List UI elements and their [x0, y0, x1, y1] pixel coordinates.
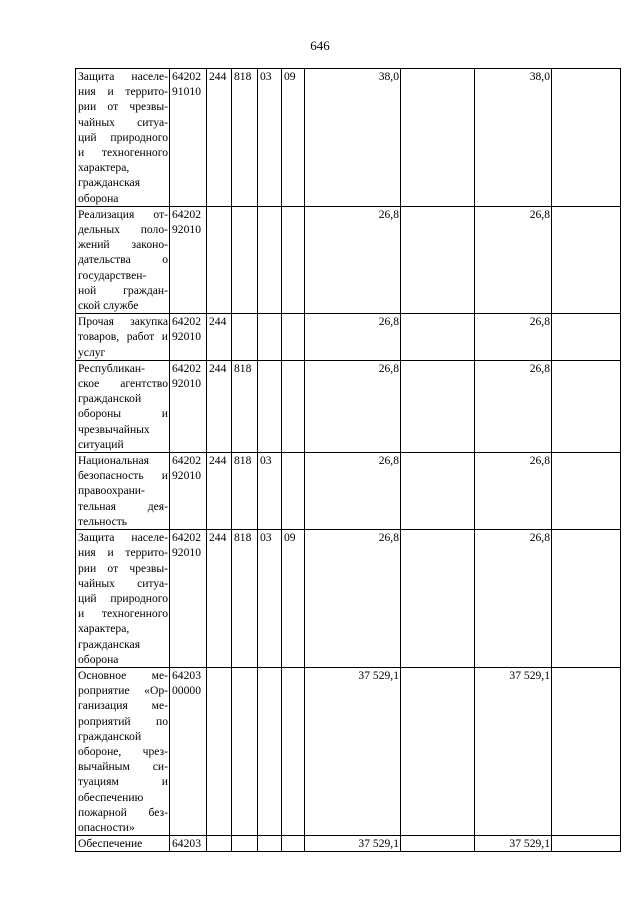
row-sum4-cell — [552, 314, 621, 361]
row-sum4-cell — [552, 836, 621, 852]
cell-text-line: 64202 — [172, 531, 201, 545]
cell-text-line: Обеспечение — [78, 837, 143, 851]
row-sum3-cell: 38,0 — [475, 69, 552, 207]
cell-text-line: дательства о — [78, 253, 168, 267]
cell-text-line: гражданская — [78, 637, 141, 651]
cell-text-line: и техногенного — [78, 607, 168, 621]
row-sum1-cell: 26,8 — [305, 360, 401, 452]
cell-text-line: 64202 — [172, 454, 201, 468]
cell-text-line: Реализация от- — [78, 207, 168, 221]
row-sum3-cell: 37 529,1 — [475, 836, 552, 852]
cell-text-line: 64203 — [172, 837, 201, 851]
cell-text-line: 92010 — [172, 546, 201, 560]
row-sum2-cell — [401, 206, 475, 313]
row-sum4-cell — [552, 69, 621, 207]
cell-text-line: Защита населе- — [78, 70, 168, 83]
row-sum2-cell — [401, 360, 475, 452]
row-sum1-cell: 26,8 — [305, 206, 401, 313]
row-sum3-cell: 26,8 — [475, 360, 552, 452]
cell-text-line: обеспечению — [78, 790, 144, 804]
row-vr-cell: 244 — [207, 453, 232, 530]
cell-text-line: 91010 — [172, 85, 201, 99]
row-sum1-cell: 26,8 — [305, 453, 401, 530]
cell-text-line: чрезвычайных — [78, 422, 150, 436]
row-name-cell — [76, 530, 170, 668]
cell-text-line: Основное ме- — [78, 668, 168, 682]
row-name-cell — [76, 69, 170, 207]
row-name-cell — [76, 453, 170, 530]
cell-text-line: Прочая закупка — [78, 315, 168, 329]
cell-text-line: ций природного — [78, 591, 168, 605]
cell-text-line: жений законо- — [78, 238, 168, 252]
cell-text-line: роприятие «Ор- — [78, 684, 168, 698]
row-sum4-cell — [552, 530, 621, 668]
row-pr-cell — [282, 360, 305, 452]
row-code-cell — [170, 69, 207, 207]
cell-text-line: ций природного — [78, 130, 168, 144]
row-vr-cell: 244 — [207, 69, 232, 207]
row-pr-cell — [282, 667, 305, 835]
row-grbs-cell — [232, 314, 258, 361]
row-grbs-cell: 818 — [232, 453, 258, 530]
row-pr-cell: 09 — [282, 69, 305, 207]
row-rz-cell — [258, 314, 282, 361]
cell-text-line: тельность — [78, 514, 128, 528]
row-code-cell — [170, 453, 207, 530]
row-grbs-cell — [232, 667, 258, 835]
row-sum2-cell — [401, 69, 475, 207]
cell-text-line: оборона — [78, 191, 119, 205]
cell-text-line: гражданская — [78, 176, 141, 190]
table-row — [76, 360, 621, 452]
cell-text-line: 92010 — [172, 223, 201, 237]
row-grbs-cell: 818 — [232, 360, 258, 452]
row-code-cell — [170, 667, 207, 835]
cell-text-line: Национальная — [78, 454, 149, 468]
cell-text-line: 00000 — [172, 684, 201, 698]
row-vr-cell — [207, 206, 232, 313]
row-rz-cell — [258, 667, 282, 835]
row-rz-cell — [258, 360, 282, 452]
cell-text-line: 64202 — [172, 207, 201, 221]
cell-text-line: 92010 — [172, 330, 201, 344]
row-vr-cell — [207, 667, 232, 835]
row-pr-cell — [282, 836, 305, 852]
row-sum1-cell: 26,8 — [305, 530, 401, 668]
cell-text-line: туациям и — [78, 775, 168, 789]
cell-text-line: чайных ситуа- — [78, 576, 168, 590]
table-row — [76, 206, 621, 313]
row-code-cell — [170, 360, 207, 452]
cell-text-line: и техногенного — [78, 146, 168, 160]
table-row — [76, 836, 621, 852]
row-grbs-cell: 818 — [232, 530, 258, 668]
row-sum1-cell: 38,0 — [305, 69, 401, 207]
cell-text-line: гражданской — [78, 729, 142, 743]
row-pr-cell — [282, 206, 305, 313]
cell-text-line: рии от чрезвы- — [78, 561, 168, 575]
row-rz-cell: 03 — [258, 69, 282, 207]
row-sum4-cell — [552, 206, 621, 313]
row-vr-cell: 244 — [207, 314, 232, 361]
cell-text-line: ской службе — [78, 299, 139, 313]
cell-text-line: гражданской — [78, 392, 142, 406]
cell-text-line: Защита населе- — [78, 531, 168, 545]
cell-text-line: рии от чрезвы- — [78, 100, 168, 114]
row-code-cell — [170, 206, 207, 313]
row-sum4-cell — [552, 360, 621, 452]
table-row — [76, 453, 621, 530]
cell-text-line: чайных ситуа- — [78, 115, 168, 129]
row-name-cell — [76, 667, 170, 835]
cell-text-line: 92010 — [172, 377, 201, 391]
cell-text-line: 92010 — [172, 469, 201, 483]
cell-text-line: тельная дея- — [78, 499, 168, 513]
row-sum1-cell: 26,8 — [305, 314, 401, 361]
cell-text-line: оборона — [78, 652, 119, 666]
row-rz-cell: 03 — [258, 453, 282, 530]
row-rz-cell — [258, 836, 282, 852]
cell-text-line: ния и террито- — [78, 85, 168, 99]
row-sum3-cell: 26,8 — [475, 206, 552, 313]
row-vr-cell — [207, 836, 232, 852]
row-rz-cell: 03 — [258, 530, 282, 668]
cell-text-line: правоохрани- — [78, 484, 145, 498]
cell-text-line: характера, — [78, 161, 130, 175]
row-sum4-cell — [552, 453, 621, 530]
table-row — [76, 69, 621, 207]
row-name-cell — [76, 360, 170, 452]
cell-text-line: 64203 — [172, 668, 201, 682]
row-pr-cell — [282, 453, 305, 530]
cell-text-line: 64202 — [172, 361, 201, 375]
row-code-cell — [170, 836, 207, 852]
budget-table-body — [76, 69, 621, 852]
page-number: 646 — [310, 38, 330, 53]
cell-text-line: безопасность и — [78, 469, 168, 483]
table-row — [76, 314, 621, 361]
row-sum4-cell — [552, 667, 621, 835]
row-sum2-cell — [401, 314, 475, 361]
row-name-cell — [76, 836, 170, 852]
row-name-cell — [76, 314, 170, 361]
cell-text-line: государствен- — [78, 268, 147, 282]
cell-text-line: вычайным си- — [78, 760, 168, 774]
cell-text-line: обороны и — [78, 407, 168, 421]
cell-text-line: опасности» — [78, 820, 135, 834]
row-vr-cell: 244 — [207, 360, 232, 452]
cell-text-line: характера, — [78, 622, 130, 636]
row-sum3-cell: 26,8 — [475, 530, 552, 668]
row-rz-cell — [258, 206, 282, 313]
cell-text-line: ситуаций — [78, 437, 124, 451]
row-code-cell — [170, 314, 207, 361]
cell-text-line: ганизация ме- — [78, 699, 168, 713]
budget-table — [75, 68, 621, 852]
cell-text-line: 64202 — [172, 70, 201, 83]
row-grbs-cell: 818 — [232, 69, 258, 207]
row-sum2-cell — [401, 453, 475, 530]
cell-text-line: дельных поло- — [78, 223, 168, 237]
cell-text-line: ния и террито- — [78, 546, 168, 560]
cell-text-line: роприятий по — [78, 714, 168, 728]
row-sum3-cell: 26,8 — [475, 314, 552, 361]
row-sum2-cell — [401, 530, 475, 668]
table-row — [76, 667, 621, 835]
row-name-cell — [76, 206, 170, 313]
row-sum3-cell: 26,8 — [475, 453, 552, 530]
cell-text-line: 64202 — [172, 315, 201, 329]
cell-text-line: услуг — [78, 345, 106, 359]
cell-text-line: ной граждан- — [78, 283, 168, 297]
row-code-cell — [170, 530, 207, 668]
row-sum2-cell — [401, 667, 475, 835]
row-grbs-cell — [232, 836, 258, 852]
row-sum1-cell: 37 529,1 — [305, 667, 401, 835]
cell-text-line: обороне, чрез- — [78, 744, 168, 758]
cell-text-line: ское агентство — [78, 377, 168, 391]
row-grbs-cell — [232, 206, 258, 313]
row-sum1-cell: 37 529,1 — [305, 836, 401, 852]
table-row — [76, 530, 621, 668]
row-pr-cell — [282, 314, 305, 361]
cell-text-line: Республикан- — [78, 361, 145, 375]
row-vr-cell: 244 — [207, 530, 232, 668]
row-sum2-cell — [401, 836, 475, 852]
row-pr-cell: 09 — [282, 530, 305, 668]
cell-text-line: товаров, работ и — [78, 330, 168, 344]
cell-text-line: пожарной без- — [78, 805, 168, 819]
row-sum3-cell: 37 529,1 — [475, 667, 552, 835]
